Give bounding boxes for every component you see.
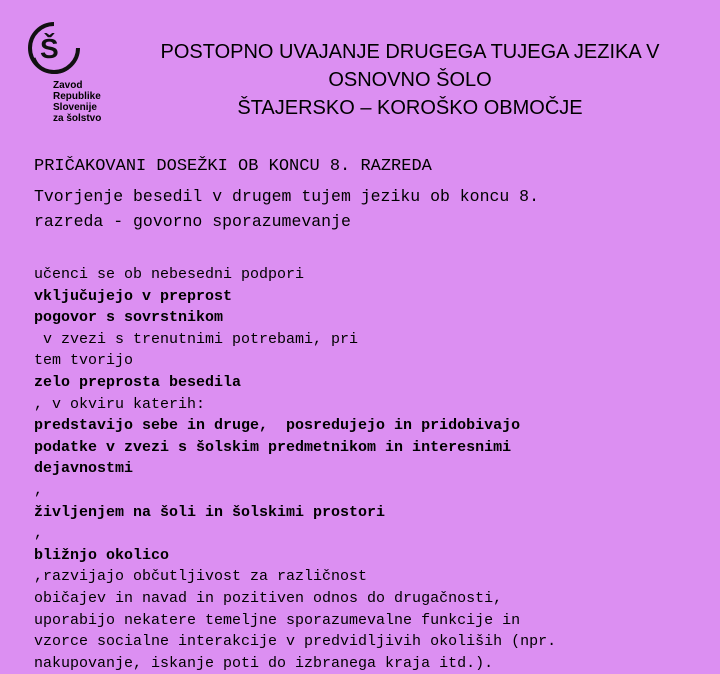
body-line: pogovor s sovrstnikom v zvezi s trenutnimi potrebami, pri [34, 309, 359, 348]
body-line: uporabijo nekatere temeljne sporazumevalne funkcije in [34, 611, 521, 629]
section-heading: PRIČAKOVANI DOSEŽKI OB KONCU 8. RAZREDA [34, 157, 432, 176]
body-line: podatke v zvezi s šolskim predmetnikom in interesnimi [34, 438, 512, 456]
body-paragraph [34, 264, 704, 674]
body-line: dejavnostmi , življenjem na šoli in šolskimi prostori , [34, 460, 386, 543]
section-subheading: Tvorjenje besedil v drugem tujem jeziku ob koncu 8. razreda - govorno sporazumevanje [34, 187, 539, 231]
zavod-emblem-icon [24, 18, 84, 78]
body-line: nakupovanje, iskanje poti do izbranega kraja itd.). [34, 654, 494, 672]
body-line: tem tvorijo zelo preprosta besedila , v okviru katerih: [34, 352, 242, 413]
body-line: bližnjo okolico ,razvijajo občutljivost za različnost [34, 546, 368, 586]
logo-text: Zavod Republike Slovenije za šolstvo [53, 80, 102, 124]
logo-letter: Š [40, 33, 59, 64]
body-line: običajev in navad in pozitiven odnos do drugačnosti, [34, 589, 503, 607]
body-line: predstavijo sebe in druge, posredujejo in pridobivajo [34, 417, 521, 435]
title-line: POSTOPNO UVAJANJE DRUGEGA TUJEGA JEZIKA V [160, 41, 660, 63]
title-line: OSNOVNO ŠOLO [328, 69, 492, 91]
title-line: ŠTAJERSKO – KOROŠKO OBMOČJE [237, 97, 583, 119]
body-line: vzorce socialne interakcije v predvidljivih okoliših (npr. [34, 633, 557, 651]
body-line: učenci se ob nebesedni podpori vključujejo v preprost [34, 266, 314, 305]
page-title [100, 38, 720, 122]
